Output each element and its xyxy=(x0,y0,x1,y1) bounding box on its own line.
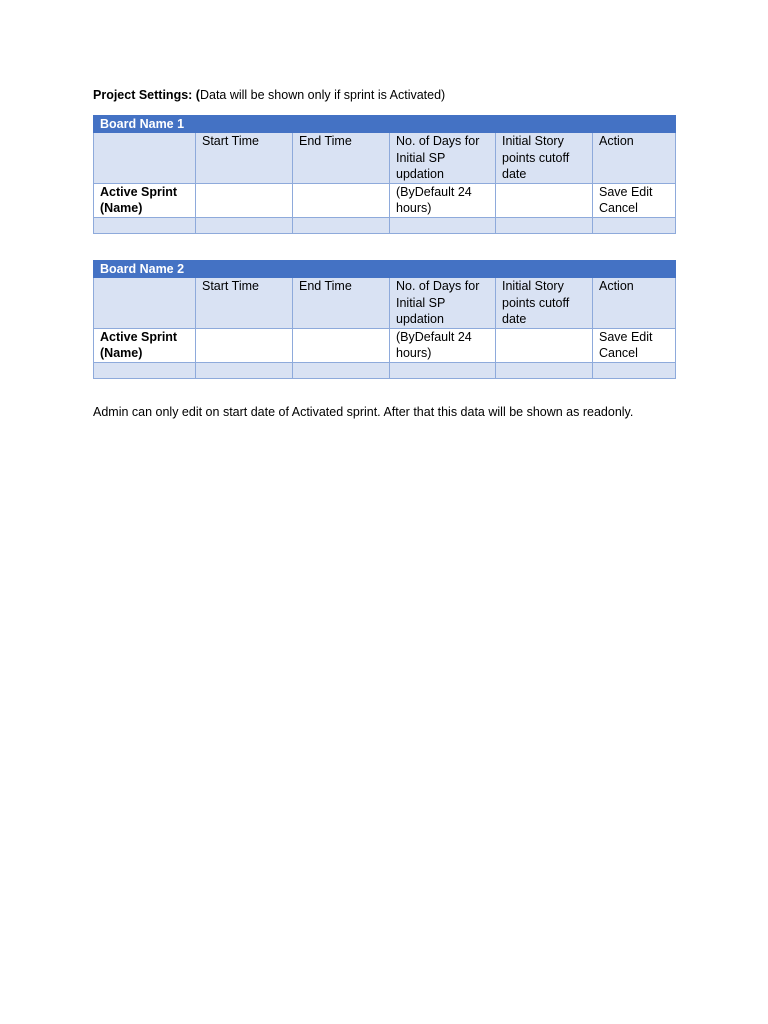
board-title-row xyxy=(94,116,676,133)
board-table-2 xyxy=(93,260,676,379)
heading-note: Data will be shown only if sprint is Activated) xyxy=(199,88,446,102)
page-heading xyxy=(93,87,445,103)
heading-label: Project Settings: ( xyxy=(93,88,200,102)
blank-cell xyxy=(496,217,593,233)
blank-cell xyxy=(593,217,676,233)
blank-cell xyxy=(293,362,390,378)
action-cell: Save Edit Cancel xyxy=(593,183,676,217)
blank-cell xyxy=(94,362,196,378)
header-start-time: Start Time xyxy=(196,278,293,329)
header-story-points-cutoff: Initial Story points cutoff date xyxy=(496,278,593,329)
header-days-initial-sp: No. of Days for Initial SP updation xyxy=(390,278,496,329)
start-time-cell xyxy=(196,328,293,362)
days-initial-sp-cell: (ByDefault 24 hours) xyxy=(390,328,496,362)
header-action: Action xyxy=(593,278,676,329)
blank-cell xyxy=(293,217,390,233)
blank-cell xyxy=(390,362,496,378)
board-title: Board Name 2 xyxy=(94,261,676,278)
table-header-row xyxy=(94,133,676,184)
active-sprint-row xyxy=(94,328,676,362)
blank-row xyxy=(94,362,676,378)
action-cell: Save Edit Cancel xyxy=(593,328,676,362)
board-table-1 xyxy=(93,115,676,234)
story-points-cutoff-cell xyxy=(496,328,593,362)
board-title-row xyxy=(94,261,676,278)
table-header-row xyxy=(94,278,676,329)
header-cell-empty xyxy=(94,278,196,329)
header-story-points-cutoff: Initial Story points cutoff date xyxy=(496,133,593,184)
header-cell-empty xyxy=(94,133,196,184)
header-days-initial-sp: No. of Days for Initial SP updation xyxy=(390,133,496,184)
board-title: Board Name 1 xyxy=(94,116,676,133)
footer-note: Admin can only edit on start date of Activated sprint. After that this data will be shown as readonly. xyxy=(93,405,634,419)
end-time-cell xyxy=(293,183,390,217)
blank-cell xyxy=(196,362,293,378)
blank-cell xyxy=(390,217,496,233)
blank-cell xyxy=(496,362,593,378)
header-action: Action xyxy=(593,133,676,184)
blank-row xyxy=(94,217,676,233)
header-end-time: End Time xyxy=(293,133,390,184)
blank-cell xyxy=(94,217,196,233)
active-sprint-label: Active Sprint (Name) xyxy=(94,328,196,362)
story-points-cutoff-cell xyxy=(496,183,593,217)
active-sprint-label: Active Sprint (Name) xyxy=(94,183,196,217)
start-time-cell xyxy=(196,183,293,217)
blank-cell xyxy=(196,217,293,233)
header-end-time: End Time xyxy=(293,278,390,329)
end-time-cell xyxy=(293,328,390,362)
days-initial-sp-cell: (ByDefault 24 hours) xyxy=(390,183,496,217)
blank-cell xyxy=(593,362,676,378)
header-start-time: Start Time xyxy=(196,133,293,184)
active-sprint-row xyxy=(94,183,676,217)
